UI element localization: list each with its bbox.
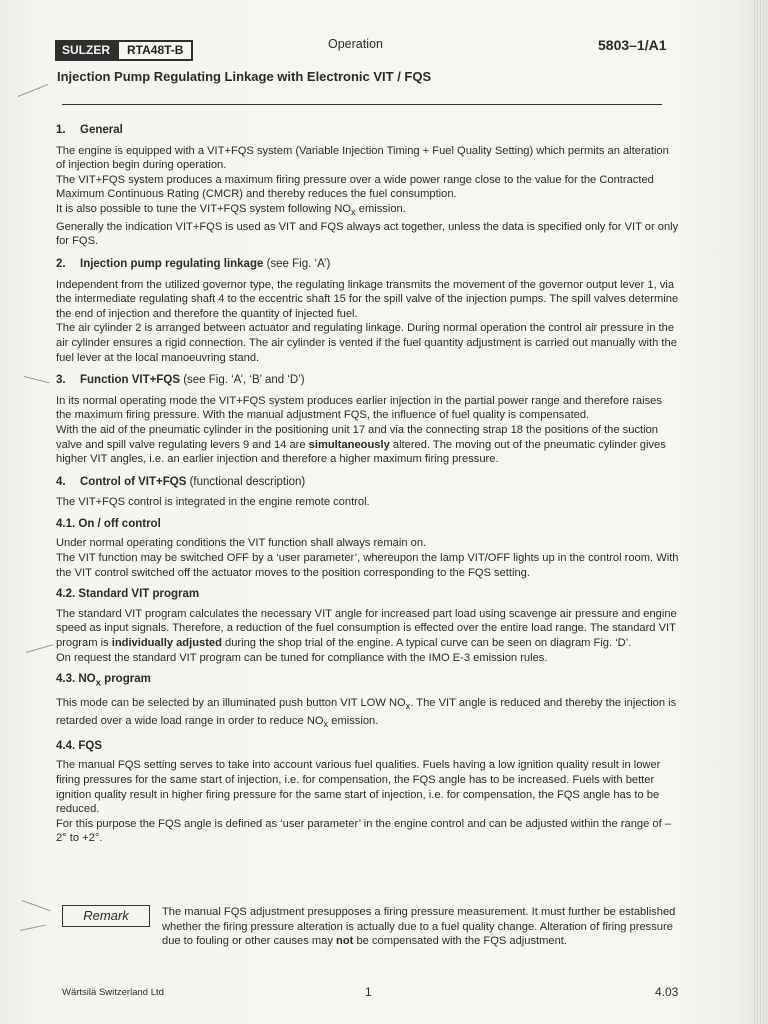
heading-suffix: (functional description) (186, 475, 306, 488)
heading-number: 1. (56, 124, 66, 136)
heading-text: Function VIT+FQS (80, 374, 180, 387)
paragraph: This mode can be selected by an illuminated push button VIT LOW $NO_x$. The VIT angle is reduced and thereby the injection is retarded over a wide load range in order to reduce $NO_x$ emission. (56, 697, 677, 730)
margin-pencil-mark (26, 644, 53, 653)
page-title: Injection Pump Regulating Linkage with Electronic VIT / FQS (57, 69, 432, 84)
paragraph: Independent from the utilized governor type, the regulating linkage transmits the movement of the governor output lever 1, via the intermediate regulating shaft 4 to the eccentric shaft 15 for the spill valve of the injection pumps. The spill valves determine the end of injection and therefore the quantity of injected fuel. (56, 278, 679, 320)
heading-control-vit-fqs (56, 475, 680, 490)
paragraph: The engine is equipped with a VIT+FQS system (Variable Injection Timing + Fuel Quality Setting) which permits an alteration of injection begin during operation. (56, 144, 669, 172)
heading-general (56, 123, 680, 138)
heading-function-vit-fqs (56, 373, 680, 388)
figure-reference: (see Fig. ‘A’, ‘B’ and ‘D’) (180, 374, 305, 387)
remark-label-box: Remark (62, 905, 150, 927)
paragraph: For this purpose the FQS angle is defined as ‘user parameter’ in the engine control and can be adjusted within the range of –2° to +2°. (56, 817, 671, 845)
heading-on-off-control: 4.1. On / off control (56, 517, 161, 530)
paragraph: The VIT+FQS control is integrated in the engine remote control. (56, 496, 370, 509)
heading-text: General (80, 124, 123, 136)
paragraph: With the aid of the pneumatic cylinder in the positioning unit 17 and via the connecting strap 18 the positions of the suction valve and spill valve regulating levers 9 and 14 are simultaneously altered. The moving out of the pneumatic cylinder gives higher VIT angles, i.e. an earlier injection and therefore a higher maximum firing pressure. (56, 423, 666, 466)
heading-number: 4. (56, 475, 66, 488)
paragraph: The manual FQS setting serves to take into account various fuel qualities. Fuels having a low ignition quality result in lower firing pressures for the same start of injection, i.e. for compensation, the FQS angle has to be increased. Fuels with better ignition quality result in higher firing pressure for the same start of injection, i.e. for compensation, the FQS angle has to be reduced. (56, 759, 661, 816)
paragraph: The VIT+FQS system produces a maximum firing pressure over a wide power range close to the value for the Contracted Maximum Continuous Rating (CMCR) and thereby reduces the fuel consumption. (56, 173, 654, 201)
paragraph: On request the standard VIT program can be tuned for compliance with the IMO E-3 emission rules. (56, 651, 548, 664)
paragraph: The standard VIT program calculates the necessary VIT angle for increased part load using scavenge air pressure and engine speed as input signals. Therefore, a reduction of the fuel consumption is effected over the entire load range. The standard VIT program is individually adjusted during the shop trial of the engine. A typical curve can be seen on diagram Fig. ‘D’. (56, 607, 677, 650)
paragraph: Generally the indication VIT+FQS is used as VIT and FQS always act together, unless the data is specified only for VIT or only for FQS. (56, 220, 679, 248)
paragraph: In its normal operating mode the VIT+FQS system produces earlier injection in the partial power range and therefore raises the maximum firing pressure. With the manual adjustment FQS, the influence of fuel quality is compensated. (56, 394, 662, 422)
paragraph: The air cylinder 2 is arranged between actuator and regulating linkage. During normal operation the control air pressure in the air cylinder ensures a rigid connection. The air cylinder is vented if the fuel quantity adjustment is carried out manually with the fuel lever at the local manoeuvring stand. (56, 322, 677, 364)
margin-pencil-mark (22, 900, 51, 911)
footer-reference: 4.03 (655, 985, 679, 999)
footer-company: Wärtsilä Switzerland Ltd (62, 987, 164, 998)
paragraph: It is also possible to tune the VIT+FQS system following $NO_x$ emission. (56, 202, 406, 218)
brand-header (55, 40, 193, 61)
remark-text: The manual FQS adjustment presupposes a firing pressure measurement. It must further be established whether the firing pressure alteration is actually due to a fuel quality change. Alteration of firing pressure due to fouling or other causes may not be compensated with the FQS adjustment. (162, 906, 676, 948)
heading-fqs: 4.4. FQS (56, 739, 103, 752)
sulzer-logo: SULZER (55, 40, 117, 61)
section-label: Operation (328, 37, 383, 51)
remark-note (62, 905, 682, 949)
document-body (56, 115, 680, 846)
heading-number: 2. (56, 257, 66, 270)
margin-pencil-mark (18, 84, 48, 97)
page-number: 1 (365, 985, 372, 999)
heading-standard-vit: 4.2. Standard VIT program (56, 588, 200, 601)
title-rule (62, 104, 662, 105)
heading-number: 3. (56, 374, 66, 387)
engine-model-box: RTA48T-B (117, 40, 193, 61)
heading-text: Control of VIT+FQS (80, 475, 187, 488)
figure-reference: (see Fig. ‘A’) (263, 257, 331, 270)
margin-pencil-mark (24, 376, 49, 383)
heading-text: Injection pump regulating linkage (80, 257, 264, 270)
paragraph: Under normal operating conditions the VIT function shall always remain on. (56, 537, 427, 550)
margin-pencil-mark (20, 925, 46, 931)
page-edge-shading (754, 0, 768, 1024)
heading-regulating-linkage (56, 257, 680, 272)
document-number: 5803–1/A1 (598, 37, 667, 53)
heading-nox-program: 4.3. $NO_x$ program (56, 673, 151, 689)
paragraph: The VIT function may be switched OFF by a ‘user parameter’, whereupon the lamp VIT/OFF lights up in the control room. With the VIT control switched off the actuator moves to the position corresponding to the FQS setting. (56, 552, 679, 579)
